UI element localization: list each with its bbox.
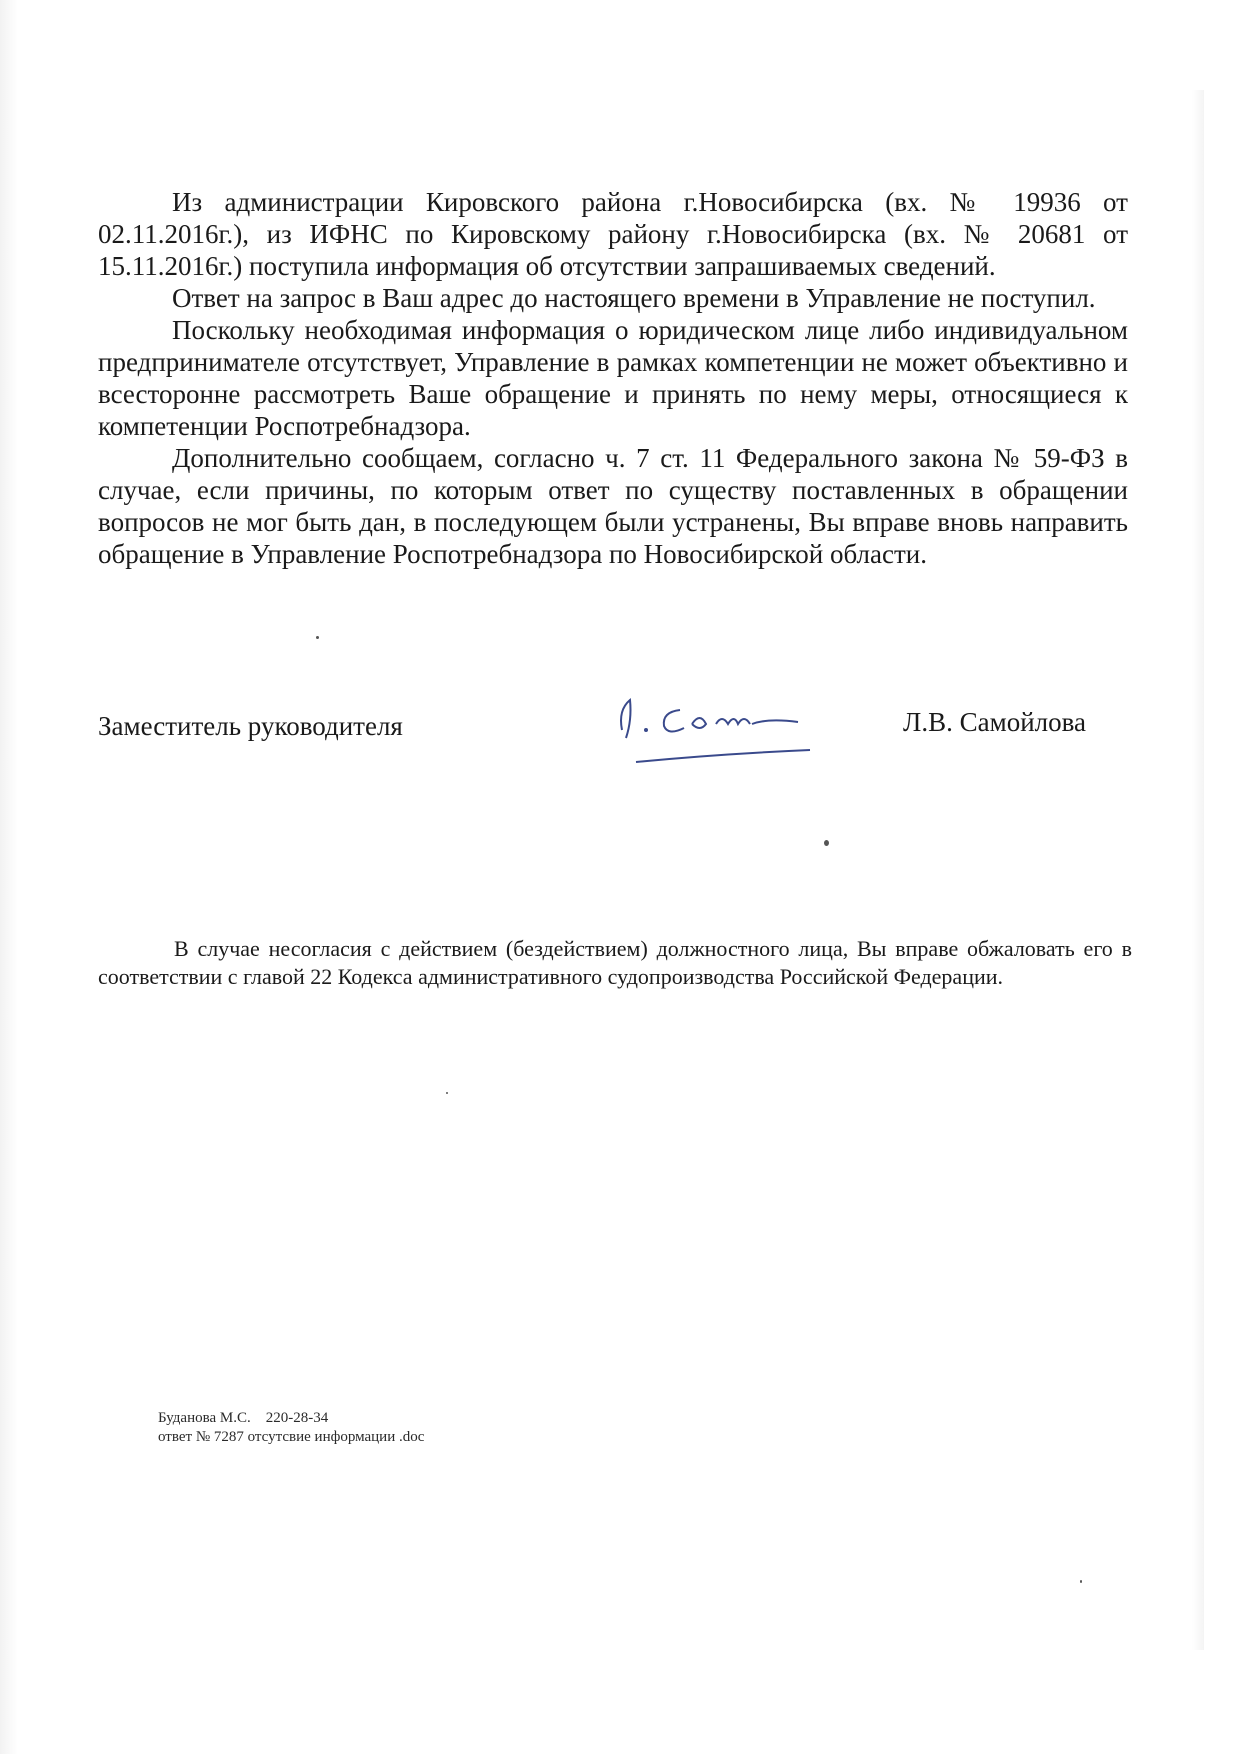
paragraph-additional-info: Дополнительно сообщаем, согласно ч. 7 ст. 11 Федерального закона № 59-ФЗ в случае, если причины, по которым ответ по существу поставленных в обращении вопросов не мог быть дан, в последующем были устранены, Вы вправе вновь направить обращение в Управление Роспотребнадзора по Новосибирской области. [98,443,1128,569]
handwritten-signature [588,680,848,770]
appeal-text: В случае несогласия с действием (бездействием) должностного лица, Вы вправе обжаловать его в соответствии с главой 22 Кодекса административного судопроизводства Российской Федерации. [98,936,1132,989]
scan-edge-right [1192,90,1204,1650]
paragraph-no-response: Ответ на запрос в Ваш адрес до настоящего времени в Управление не поступил. [172,283,1096,313]
signatory-position: Заместитель руководителя [98,711,403,741]
signature-block [98,702,1128,762]
executor-footer [158,1409,424,1447]
executor-contact: Буданова М.С. 220-28-34 [158,1410,329,1426]
scan-speck [824,840,829,846]
scan-speck [446,1092,448,1094]
scan-speck [316,636,319,639]
paragraph-insufficient-info: Поскольку необходимая информация о юридическом лице либо индивидуальном предпринимателе отсутствует, Управление в рамках компетенции не может объективно и всесторонне рассмотреть Ваше обращение и принять по нему меры, относящиеся к компетенции Роспотребнадзора. [98,315,1128,441]
scan-speck [1080,1580,1082,1583]
document-filename: ответ № 7287 отсутсвие информации .doc [158,1429,425,1445]
scan-edge-left [0,0,18,1754]
letter-body [98,186,1128,570]
signatory-name: Л.В. Самойлова [903,707,1086,737]
appeal-notice [98,935,1132,991]
paragraph-sources: Из администрации Кировского района г.Новосибирска (вх. № 19936 от 02.11.2016г.), из ИФНС по Кировскому району г.Новосибирска (вх. № 20681 от 15.11.2016г.) поступила информация об отсутствии запрашиваемых сведений. [98,187,1128,281]
